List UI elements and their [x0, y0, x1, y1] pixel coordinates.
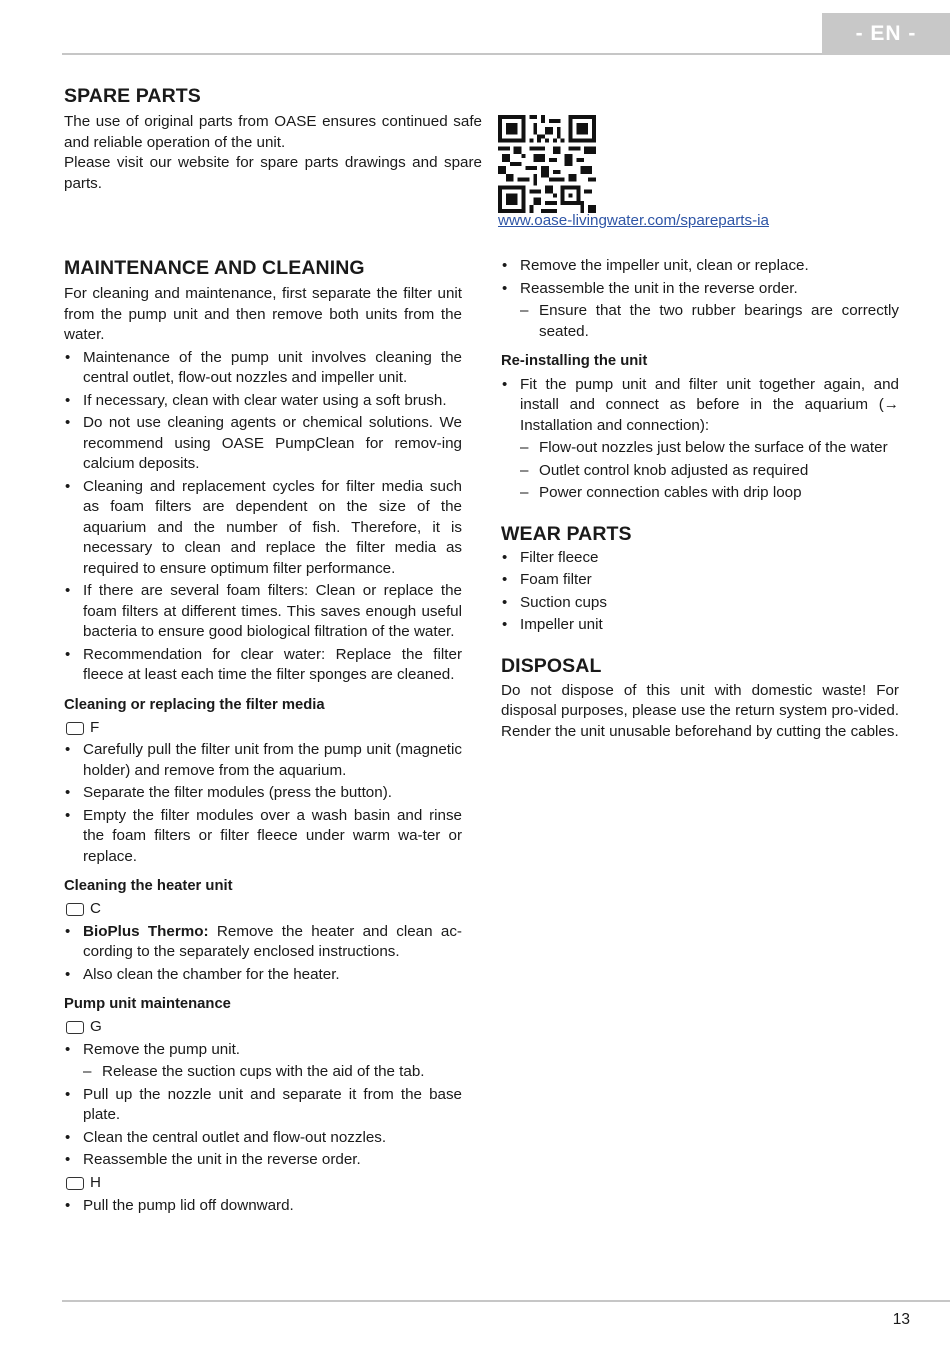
sub-list: [520, 301, 899, 342]
spare-parts-p2: Please visit our website for spare parts drawings and spare parts.: [64, 154, 482, 192]
heater-list: [64, 922, 462, 986]
bioplus-text: Remove the heater and clean ac-cording to the separately enclosed instructions.: [83, 922, 462, 960]
spare-parts-title: SPARE PARTS: [64, 85, 201, 107]
maintenance-title: MAINTENANCE AND CLEANING: [64, 257, 365, 279]
qr-code-image: [498, 115, 596, 213]
figure-label: C: [90, 900, 101, 918]
sub-list-item: – Outlet control knob adjusted as required: [520, 461, 899, 482]
list-item: • Also clean the chamber for the heater.: [64, 965, 462, 986]
list-item: • Do not use cleaning agents or chemical solutions. We recommend using OASE PumpClean for remov-ing calcium deposits.: [64, 413, 462, 475]
figure-ref-h: [64, 1174, 462, 1194]
list-item-text: Remove the pump unit.: [83, 1040, 241, 1058]
header-rule: [62, 53, 822, 55]
list-item: [64, 1040, 462, 1083]
list-item: • Empty the filter modules over a wash basin and rinse the foam filters or filter fleece under warm wa-ter or replace.: [64, 806, 462, 868]
pump-lid-list: [64, 1196, 462, 1217]
list-item: [64, 922, 462, 963]
list-item: [501, 279, 899, 343]
right-column: [501, 254, 899, 742]
maintenance-list: [64, 348, 462, 686]
figure-label: F: [90, 718, 100, 736]
disposal-text: Do not dispose of this unit with domestic waste! For disposal purposes, please use the return system pro-vided. Render the unit unusable beforehand by cutting the cables.: [501, 681, 899, 740]
list-item: • Clean the central outlet and flow-out nozzles.: [64, 1128, 462, 1149]
list-item: • Separate the filter modules (press the button).: [64, 783, 462, 804]
reinstall-heading: Re-installing the unit: [501, 353, 648, 369]
spare-parts-link[interactable]: www.oase-livingwater.com/spareparts-ia: [498, 212, 769, 229]
list-item: • Recommendation for clear water: Replace the filter fleece at least each time the filter sponges are cleaned.: [64, 645, 462, 686]
figure-label: G: [90, 1018, 102, 1036]
list-item: • Pull the pump lid off downward.: [64, 1196, 462, 1217]
impeller-list: [501, 256, 899, 342]
language-tab: - EN -: [822, 13, 950, 55]
wear-parts-list: [501, 548, 899, 636]
figure-icon: [66, 1021, 84, 1034]
reinstall-list: [501, 375, 899, 504]
list-item: • Foam filter: [501, 570, 899, 591]
list-item: • Reassemble the unit in the reverse order.: [64, 1150, 462, 1171]
heater-heading: Cleaning the heater unit: [64, 878, 233, 894]
pump-list: [64, 1040, 462, 1171]
sub-list: [520, 438, 899, 504]
figure-ref-c: [64, 900, 462, 920]
wear-parts-title: WEAR PARTS: [501, 522, 632, 545]
list-item: • Filter fleece: [501, 548, 899, 569]
list-item: • If there are several foam filters: Clean or replace the foam filters at different times. This saves enough useful bacteria to ensure good biological filtration of the water.: [64, 581, 462, 643]
figure-label: H: [90, 1174, 101, 1192]
list-item: • Impeller unit: [501, 615, 899, 636]
disposal-title: DISPOSAL: [501, 654, 602, 677]
sub-list-item: – Power connection cables with drip loop: [520, 483, 899, 504]
maintenance-intro: For cleaning and maintenance, first separate the filter unit from the pump unit and then remove both units from the water.: [64, 285, 462, 343]
sub-list: [83, 1062, 462, 1083]
spare-parts-p1: The use of original parts from OASE ensures continued safe and reliable operation of the unit.: [64, 113, 482, 151]
list-item: • Cleaning and replacement cycles for filter media such as foam filters are dependent on the size of the aquarium and the number of fish. Therefore, it is necessary to clean and replace the filter media as required to ensure optimum filter performance.: [64, 477, 462, 580]
figure-ref-f: [64, 718, 462, 738]
footer-rule: [62, 1300, 950, 1302]
filter-media-list: [64, 740, 462, 867]
left-column: [64, 256, 462, 1216]
figure-icon: [66, 722, 84, 735]
list-item: • Carefully pull the filter unit from the pump unit (magnetic holder) and remove from the aquarium.: [64, 740, 462, 781]
spare-parts-text: [64, 112, 482, 194]
sub-list-item: – Release the suction cups with the aid of the tab.: [83, 1062, 462, 1083]
sub-list-item: – Ensure that the two rubber bearings are correctly seated.: [520, 301, 899, 342]
list-item-text: Fit the pump unit and filter unit together again, and install and connect as before in the aquarium (→ Installation and connection):: [520, 375, 899, 434]
list-item: • Pull up the nozzle unit and separate it from the base plate.: [64, 1085, 462, 1126]
pump-heading: Pump unit maintenance: [64, 996, 231, 1012]
list-item: • Maintenance of the pump unit involves cleaning the central outlet, flow-out nozzles and impeller unit.: [64, 348, 462, 389]
bioplus-label: BioPlus Thermo:: [83, 922, 209, 940]
figure-ref-g: [64, 1018, 462, 1038]
figure-icon: [66, 1177, 84, 1190]
page-number: 13: [892, 1311, 910, 1328]
figure-icon: [66, 903, 84, 916]
list-item: • If necessary, clean with clear water using a soft brush.: [64, 391, 462, 412]
list-item-text: Reassemble the unit in the reverse order.: [520, 279, 798, 297]
sub-list-item: – Flow-out nozzles just below the surface of the water: [520, 438, 899, 459]
filter-media-heading: Cleaning or replacing the filter media: [64, 696, 325, 713]
list-item: • Remove the impeller unit, clean or replace.: [501, 256, 899, 277]
list-item: [501, 375, 899, 504]
list-item: • Suction cups: [501, 593, 899, 614]
